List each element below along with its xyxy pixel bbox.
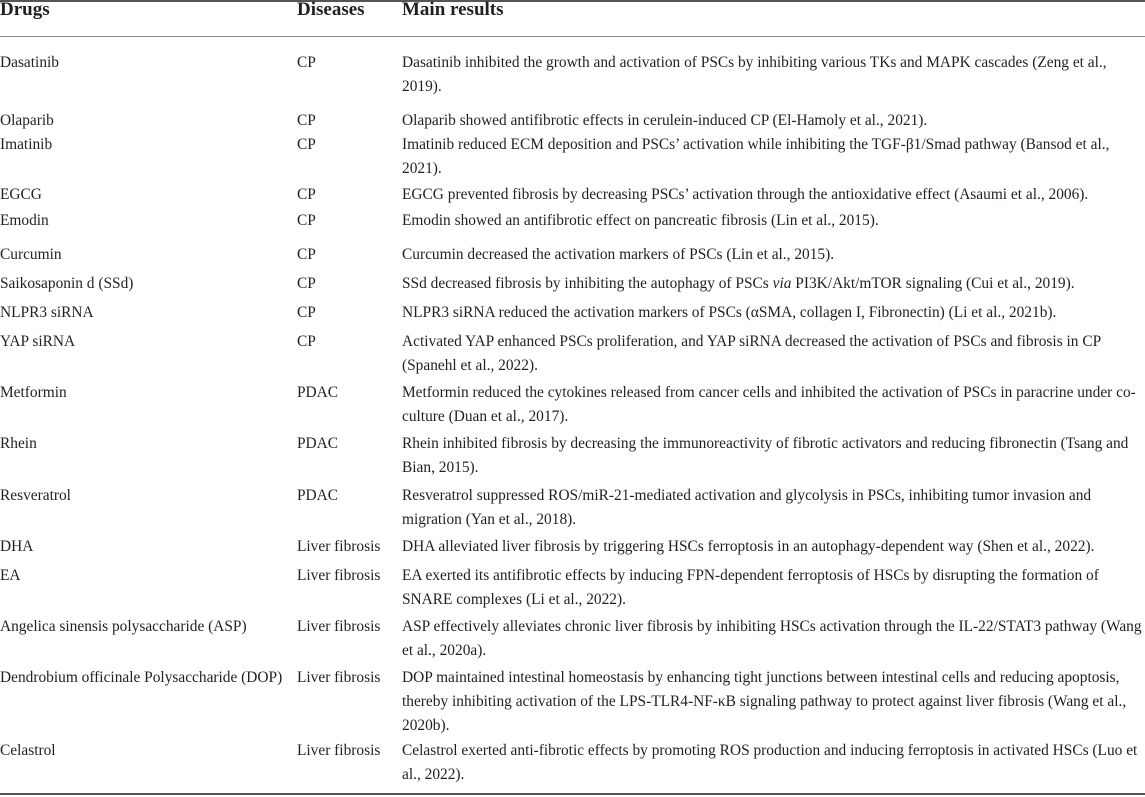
result-cell: DHA alleviated liver fibrosis by triggering HSCs ferroptosis in an autophagy-dependent way (Shen et al., 2022). xyxy=(402,538,1095,555)
disease-cell: PDAC xyxy=(297,487,339,504)
drug-cell: YAP siRNA xyxy=(0,333,76,350)
drug-cell: Resveratrol xyxy=(0,487,71,504)
header-main-results: Main results xyxy=(402,0,504,20)
result-text-post: PI3K/Akt/mTOR signaling (Cui et al., 2019). xyxy=(791,275,1075,292)
disease-cell: CP xyxy=(297,246,316,263)
result-cell: Imatinib reduced ECM deposition and PSCs’ activation while inhibiting the TGF-β1/Smad pathway (Bansod et al., 2021). xyxy=(402,136,1110,177)
table-top-rule xyxy=(0,0,1145,2)
drug-cell: Rhein xyxy=(0,435,37,452)
result-cell: Activated YAP enhanced PSCs proliferation, and YAP siRNA decreased the activation of PSCs and fibrosis in CP (Spanehl et al., 2022). xyxy=(402,333,1101,374)
result-cell: Resveratrol suppressed ROS/miR-21-mediated activation and glycolysis in PSCs, inhibiting tumor invasion and migration (Yan et al., 2018). xyxy=(402,487,1092,528)
result-cell: EGCG prevented fibrosis by decreasing PSCs’ activation through the antioxidative effect (Asaumi et al., 2006). xyxy=(402,186,1089,203)
header-diseases: Diseases xyxy=(297,0,365,20)
disease-cell: PDAC xyxy=(297,384,339,401)
result-cell: Metformin reduced the cytokines released from cancer cells and inhibited the activation of PSCs in paracrine under co-culture (Duan et al., 2017). xyxy=(402,384,1136,425)
result-cell: Dasatinib inhibited the growth and activation of PSCs by inhibiting various TKs and MAPK cascades (Zeng et al., 2019). xyxy=(402,54,1107,95)
drug-cell: Curcumin xyxy=(0,246,62,263)
disease-cell: Liver fibrosis xyxy=(297,669,381,686)
drug-cell: Celastrol xyxy=(0,742,56,759)
result-cell xyxy=(402,272,1145,296)
table-header-rule xyxy=(0,36,1145,37)
drug-cell: DHA xyxy=(0,538,34,555)
drug-cell: Saikosaponin d (SSd) xyxy=(0,275,134,292)
result-cell: NLPR3 siRNA reduced the activation markers of PSCs (αSMA, collagen I, Fibronectin) (Li et al., 2021b). xyxy=(402,304,1057,321)
drug-cell: EA xyxy=(0,567,21,584)
disease-cell: Liver fibrosis xyxy=(297,567,381,584)
result-text-pre: SSd decreased fibrosis by inhibiting the autophagy of PSCs xyxy=(402,275,773,292)
table-bottom-rule xyxy=(0,793,1145,795)
drug-cell: Metformin xyxy=(0,384,67,401)
disease-cell: CP xyxy=(297,112,316,129)
disease-cell: PDAC xyxy=(297,435,339,452)
disease-cell: CP xyxy=(297,136,316,153)
disease-cell: CP xyxy=(297,54,316,71)
drug-cell: EGCG xyxy=(0,186,42,203)
drug-cell: Imatinib xyxy=(0,136,53,153)
disease-cell: CP xyxy=(297,186,316,203)
result-cell: Celastrol exerted anti-fibrotic effects by promoting ROS production and inducing ferroptosis in activated HSCs (Luo et al., 2022). xyxy=(402,742,1138,783)
drug-cell: Dasatinib xyxy=(0,54,59,71)
result-cell: EA exerted its antifibrotic effects by inducing FPN-dependent ferroptosis of HSCs by disrupting the formation of SNARE complexes (Li et al., 2022). xyxy=(402,567,1099,608)
drug-cell: Dendrobium officinale Polysaccharide (DOP) xyxy=(0,669,283,686)
result-cell: DOP maintained intestinal homeostasis by enhancing tight junctions between intestinal cells and reducing apoptosis, thereby inhibiting activation of the LPS-TLR4-NF-κB signaling pathway to protect against liver fibrosis (Wang et al., 2020b). xyxy=(402,669,1127,734)
result-cell: Rhein inhibited fibrosis by decreasing the immunoreactivity of fibrotic activators and reducing fibronectin (Tsang and Bian, 2015). xyxy=(402,435,1129,476)
disease-cell: Liver fibrosis xyxy=(297,618,381,635)
disease-cell: Liver fibrosis xyxy=(297,538,381,555)
result-cell: ASP effectively alleviates chronic liver fibrosis by inhibiting HSCs activation through the IL-22/STAT3 pathway (Wang et al., 2020a). xyxy=(402,618,1142,659)
result-cell: Emodin showed an antifibrotic effect on pancreatic fibrosis (Lin et al., 2015). xyxy=(402,212,879,229)
drug-cell: Emodin xyxy=(0,212,49,229)
result-cell: Curcumin decreased the activation markers of PSCs (Lin et al., 2015). xyxy=(402,246,835,263)
disease-cell: CP xyxy=(297,304,316,321)
result-cell: Olaparib showed antifibrotic effects in cerulein-induced CP (El-Hamoly et al., 2021). xyxy=(402,112,928,129)
drug-cell: Olaparib xyxy=(0,112,54,129)
disease-cell: Liver fibrosis xyxy=(297,742,381,759)
header-drugs: Drugs xyxy=(0,0,50,20)
result-text-italic: via xyxy=(772,275,792,292)
disease-cell: CP xyxy=(297,333,316,350)
drug-cell: Angelica sinensis polysaccharide (ASP) xyxy=(0,618,247,635)
disease-cell: CP xyxy=(297,275,316,292)
disease-cell: CP xyxy=(297,212,316,229)
drug-cell: NLPR3 siRNA xyxy=(0,304,94,321)
